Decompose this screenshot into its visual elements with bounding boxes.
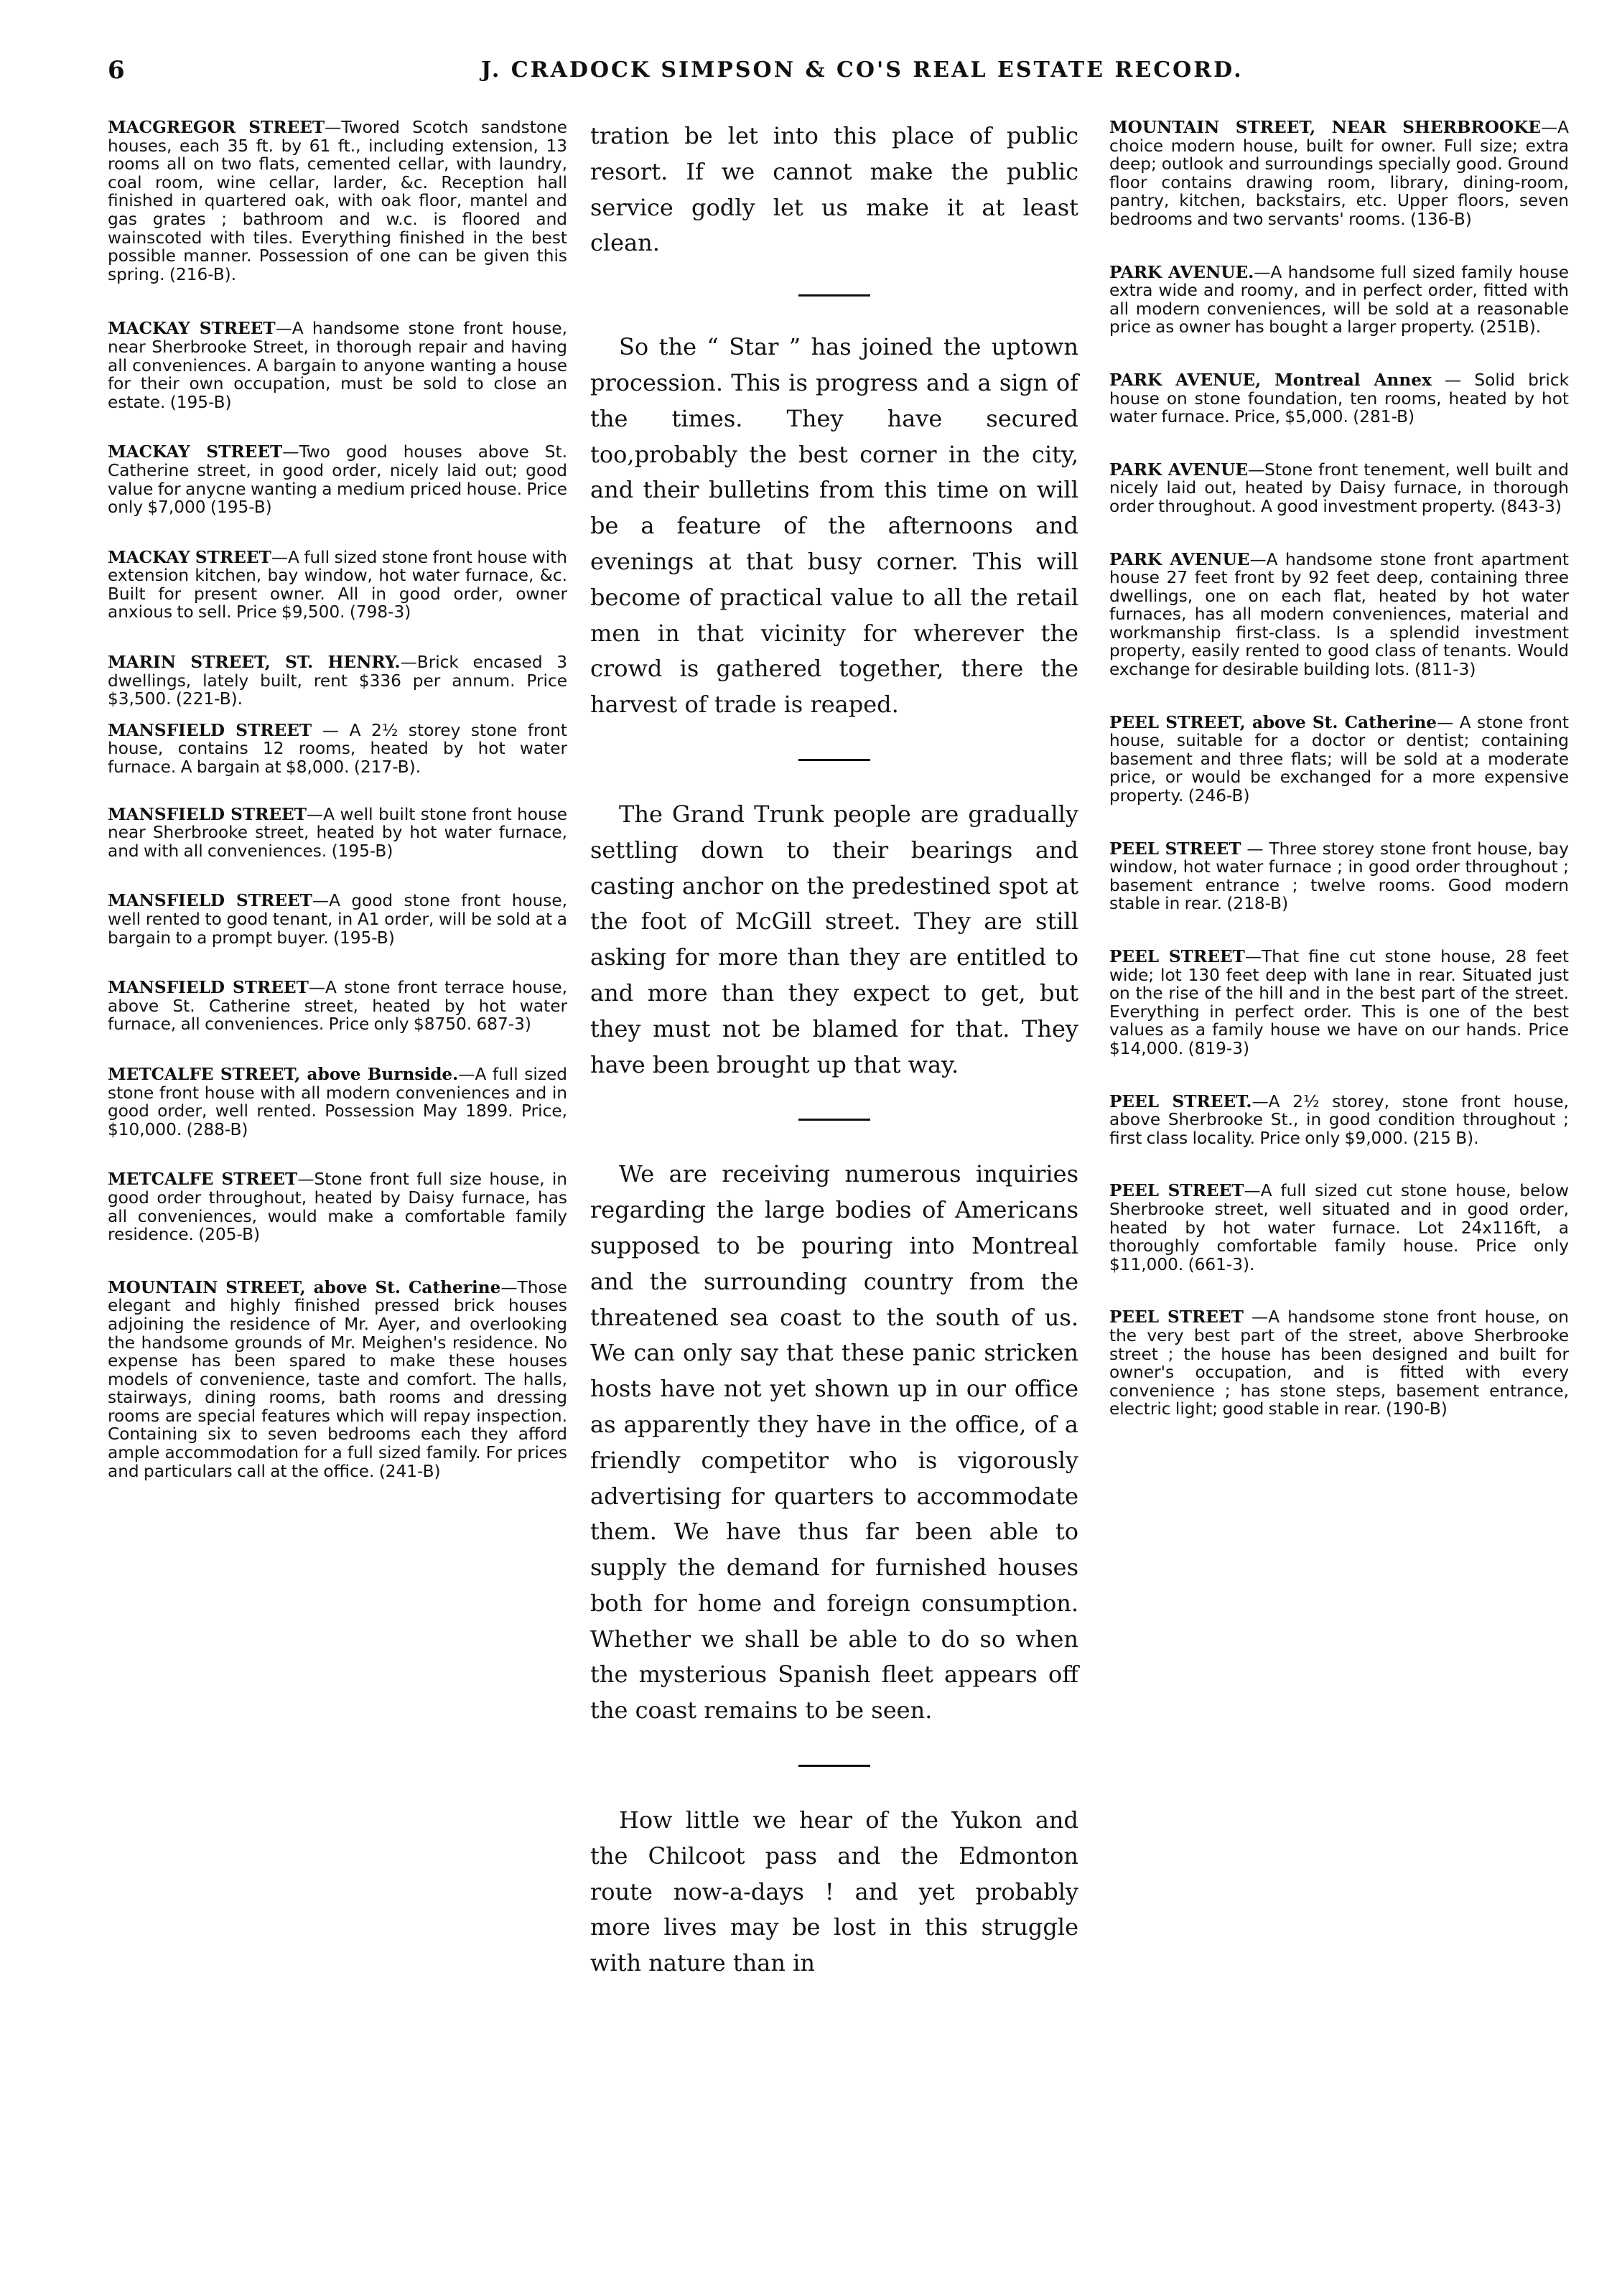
section-divider <box>798 1119 870 1121</box>
listing-body: —A full sized cut stone house, below Sherbrooke street, well situated and in good order, heated by hot water furnace. Lot 24x116ft, a thoroughly comfortable family house. Price only $11,000. (661-3). <box>1109 1181 1569 1274</box>
listing-body: —Two good houses above St. Catherine street, in good order, nicely laid out; good value for anycne wanting a medium priced house. Price only $7,000 (195-B) <box>108 442 567 518</box>
listing-heading: MOUNTAIN STREET, NEAR SHERBROOKE <box>1109 118 1541 137</box>
running-title: J. CRADOCK SIMPSON & CO'S REAL ESTATE RECORD. <box>481 57 1244 83</box>
listing-heading: MANSFIELD STREET <box>108 804 307 824</box>
listing <box>108 118 567 284</box>
page-number: 6 <box>108 56 125 85</box>
listing-heading: PEEL STREET <box>1109 1307 1244 1327</box>
listing-body: —Twored Scotch sandstone houses, each 35 ft. by 61 ft., including extension, 13 rooms all on two flats, cemented cellar, with laundry, coal room, wine cellar, larder, &c. Reception hall finished in quartered oak, with oak floor, mantel and gas grates ; bathroom and w.c. is floored and wainscoted with tiles. Everything finished in the best possible manner. Possession of one can be given this spring. (216-B). <box>108 118 567 284</box>
listing-body: —Brick encased 3 dwellings, lately built, rent $336 per annum. Price $3,500. (221-B). <box>108 653 567 709</box>
article-paragraph: tration be let into this place of public resort. If we cannot make the public service godly let us make it at least clean. <box>590 122 1078 257</box>
listing-body: —A handsome stone front house, on the very best part of the street, above Sherbrooke street ; the house has been designed and built for owner's occupation, and is fitted with every convenience ; has stone steps, basement entrance, electric light; good stable in rear. (190-B) <box>1109 1307 1569 1419</box>
listing <box>1109 461 1569 516</box>
listing <box>1109 1093 1569 1148</box>
listing <box>1109 118 1569 229</box>
listing-body: —A well built stone front house near Sherbrooke street, heated by hot water furnace, and with all conveniences. (195-B) <box>108 804 567 861</box>
right-column <box>1109 118 1569 1419</box>
listing-body: —That fine cut stone house, 28 feet wide; lot 130 feet deep with lane in rear. Situated just on the rise of the hill and in the best part of the street. Everything in perfect order. This is one of the best values as a family house we have on our hands. Price $14,000. (819-3) <box>1109 947 1569 1058</box>
listing-body: —A good stone front house, well rented to good tenant, in A1 order, will be sold at a bargain to a prompt buyer. (195-B) <box>108 891 568 948</box>
section-divider <box>798 1765 870 1767</box>
listing-body: —Stone front tenement, well built and nicely laid out, heated by Daisy furnace, in thorough order throughout. A good investment property. (843-3) <box>1109 459 1570 516</box>
listing-body: — A 2½ storey stone front house, contains 12 rooms, heated by hot water furnace. A bargain at $8,000. (217-B). <box>108 720 567 778</box>
listing-heading: MACGREGOR STREET <box>108 118 325 137</box>
listing-heading: PARK AVENUE. <box>1109 262 1254 282</box>
listing <box>108 549 567 622</box>
listing-body: —A handsome stone front apartment house 27 feet front by 92 feet deep, containing three dwellings, one on each flat, heated by hot water furnaces, has all modern conveniences, material and workmanship first-class. Is a splendid investment property, easily rented to good class of tenants. Would exchange for desirable building lots. (811-3) <box>1109 549 1569 680</box>
listing <box>1109 371 1569 426</box>
listing-heading: MACKAY STREET <box>108 442 283 462</box>
listing <box>108 319 567 411</box>
listing-heading: PEEL STREET <box>1109 839 1241 859</box>
listing-body: —A stone front terrace house, above St. Catherine street, heated by hot water furnace, all conveniences. Price only $8750. 687-3) <box>108 978 567 1035</box>
listing-heading: MARIN STREET, ST. HENRY. <box>108 653 401 673</box>
listing <box>1109 714 1569 806</box>
listing <box>108 806 567 861</box>
listing-heading: METCALFE STREET, above Burnside. <box>108 1064 459 1084</box>
listing <box>1109 1308 1569 1419</box>
article-paragraph: How little we hear of the Yukon and the Chilcoot pass and the Edmonton route now-a-days ! and yet probably more lives may be lost in this struggle with nature than in <box>590 1806 1078 1977</box>
listing-heading: MOUNTAIN STREET, above St. Catherine <box>108 1277 501 1297</box>
listing-heading: MANSFIELD STREET <box>108 720 312 740</box>
listing-body: —A handsome stone front house, near Sherbrooke Street, in thorough repair and having all conveniences. A bargain to anyone wanting a house for their own occupation, must be sold to close an estate. (195-B) <box>108 319 567 412</box>
listing-body: —Stone front full size house, in good order throughout, heated by Daisy furnace, has all conveniences, would make a comfortable family residence. (205-B) <box>108 1170 567 1245</box>
listing-heading: PEEL STREET <box>1109 1181 1244 1201</box>
listing-heading: MACKAY STREET <box>108 547 271 567</box>
listing-body: —A handsome full sized family house extra wide and roomy, and in perfect order, fitted with all modern conveniences, will be sold at a reasonable price as owner has bought a larger property. (251B). <box>1109 262 1569 337</box>
listing-body: —Those elegant and highly finished pressed brick houses adjoining the residence of Mr. Ayer, and overlooking the handsome grounds of Mr. Meighen's residence. No expense has been spared to make these houses models of convenience, taste and comfort. The halls, stairways, dining rooms, bath rooms and dressing rooms are special features which will repay inspection. Containing six to seven bedrooms each they afford ample accommodation for a full sized family. For prices and particulars call at the office. (241-B) <box>108 1277 567 1481</box>
listing <box>1109 263 1569 337</box>
middle-column <box>590 118 1078 1982</box>
listing-heading: PARK AVENUE <box>1109 549 1250 569</box>
listing <box>108 653 567 709</box>
listing-heading: PEEL STREET, above St. Catherine <box>1109 712 1437 732</box>
listing-heading: PARK AVENUE <box>1109 459 1248 480</box>
listing-heading: MANSFIELD STREET <box>108 978 309 998</box>
listing-heading: PARK AVENUE, Montreal Annex <box>1109 370 1432 390</box>
listing <box>108 979 567 1034</box>
listing <box>108 722 567 777</box>
listing <box>1109 1182 1569 1274</box>
section-divider <box>798 294 870 297</box>
listing <box>108 443 567 516</box>
page-header <box>108 56 1522 92</box>
listing <box>108 1065 567 1139</box>
section-divider <box>798 759 870 761</box>
listing-body: — Three storey stone front house, bay window, hot water furnace ; in good order throughout ; basement entrance ; twelve rooms. Good modern stable in rear. (218-B) <box>1109 839 1569 914</box>
listing <box>108 892 567 947</box>
listing <box>108 1279 567 1481</box>
listing-heading: METCALFE STREET <box>108 1170 298 1190</box>
listing-heading: MACKAY STREET <box>108 319 276 339</box>
listing-body: — Solid brick house on stone foundation, ten rooms, heated by hot water furnace. Price, $5,000. (281-B) <box>1109 370 1569 427</box>
listing-body: —A full sized stone front house with all modern conveniences and in good order, well rented. Possession May 1899. Price, $10,000. (288-B) <box>108 1064 567 1139</box>
listing-heading: PEEL STREET <box>1109 947 1245 966</box>
listing-heading: MANSFIELD STREET <box>108 891 312 911</box>
listing <box>1109 551 1569 679</box>
listing-body: — A stone front house, suitable for a doctor or dentist; containing basement and three flats; will be sold at a moderate price, or would be exchanged for a more expensive property. (246-B) <box>1109 712 1569 806</box>
listing-body: —A full sized stone front house with extension kitchen, bay window, hot water furnace, &c. Built for present owner. All in good order, owner anxious to sell. Price $9,500. (798-3) <box>108 547 567 622</box>
article-paragraph: The Grand Trunk people are gradually settling down to their bearings and casting anchor on the predestined spot at the foot of McGill street. They are still asking for more than they are entitled to and more than they expect to get, but they must not be blamed for that. They have been brought up that way. <box>590 800 1078 1078</box>
article-paragraph: So the “ Star ” has joined the uptown procession. This is progress and a sign of the times. They have secured too,probably the best corner in the city, and their bulletins from this time on will be a feature of the afternoons and evenings at that busy corner. This will become of practical value to all the retail men in that vicinity for wherever the crowd is gathered together, there the harvest of trade is reaped. <box>590 333 1078 719</box>
listing-body: —A choice modern house, built for owner. Full size; extra deep; outlook and surroundings specially good. Ground floor contains drawing room, library, dining-room, pantry, kitchen, backstairs, etc. Upper floors, seven bedrooms and two servants' rooms. (136-B) <box>1109 118 1569 229</box>
listing-heading: PEEL STREET. <box>1109 1091 1252 1111</box>
listing <box>1109 840 1569 913</box>
listing-body: —A 2½ storey, stone front house, above Sherbrooke St., in good condition throughout ; first class locality. Price only $9,000. (215 B). <box>1109 1091 1569 1148</box>
left-column <box>108 118 567 1480</box>
listing <box>1109 948 1569 1058</box>
article-paragraph: We are receiving numerous inquiries regarding the large bodies of Americans supposed to be pouring into Montreal and the surrounding country from the threatened sea coast to the south of us. We can only say that these panic stricken hosts have not yet shown up in our office as apparently they have in the office, of a friendly competitor who is vigorously advertising for quarters to accommodate them. We have thus far been able to supply the demand for furnished houses both for home and foreign consumption. Whether we shall be able to do so when the mysterious Spanish fleet appears off the coast remains to be seen. <box>590 1160 1078 1725</box>
listing <box>108 1170 567 1243</box>
